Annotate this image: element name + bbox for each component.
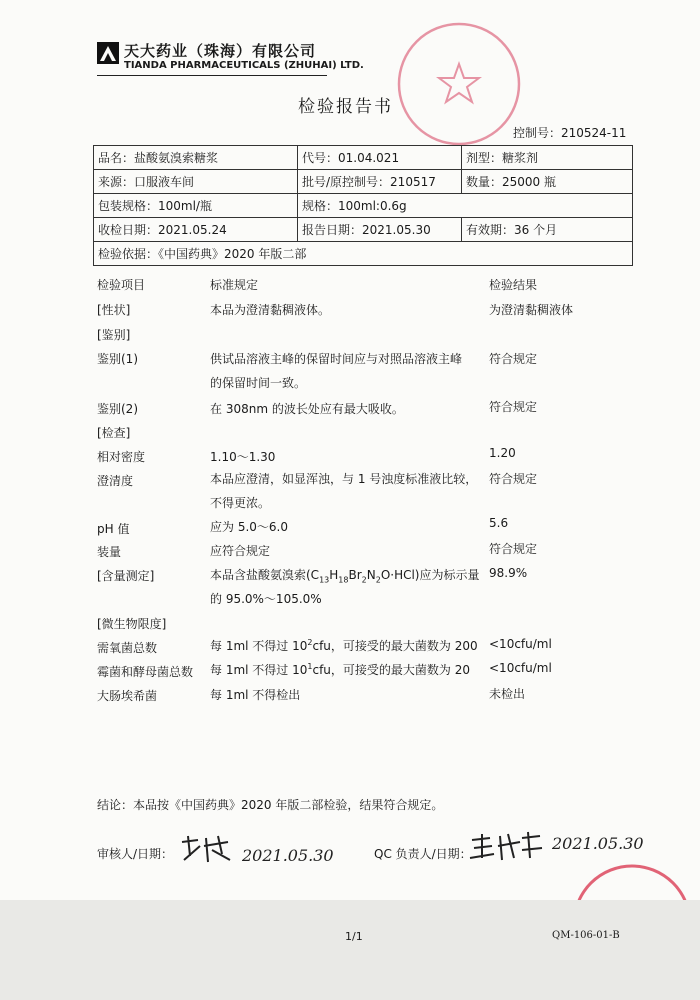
strength-spec: 规格：100ml:0.6g (298, 194, 633, 218)
report-title: 检验报告书 (298, 97, 393, 117)
section-heading: [检查] (97, 426, 131, 440)
test-standard: 每 1ml 不得过 $10^1cfu$，可接受的最大菌数为 20 (210, 662, 470, 677)
test-item: [性状] (97, 303, 131, 317)
test-item: pH 值 (97, 522, 130, 536)
col-result-header: 检验结果 (489, 278, 538, 292)
test-result: 为澄清黏稠液体 (489, 303, 574, 317)
reviewer-label: 审核人/日期： (97, 847, 174, 861)
test-result: <10cfu/ml (489, 661, 552, 675)
test-result: 符合规定 (489, 352, 538, 366)
page-number: 1/1 (345, 930, 363, 943)
test-standard: 1.10～1.30 (210, 450, 276, 464)
test-item: 澄清度 (97, 474, 134, 488)
test-standard: 每 1ml 不得检出 (210, 688, 301, 702)
test-item: [含量测定] (97, 569, 155, 583)
test-standard: 本品为澄清黏稠液体。 (210, 303, 331, 317)
test-item: 装量 (97, 545, 122, 559)
test-standard: 供试品溶液主峰的保留时间应与对照品溶液主峰 (210, 352, 463, 366)
test-basis: 检验依据：《中国药典》2020 年版二部 (94, 242, 633, 266)
test-standard: 应符合规定 (210, 544, 271, 558)
section-heading: [微生物限度] (97, 617, 167, 631)
test-result: 1.20 (489, 446, 516, 460)
test-result: 符合规定 (489, 400, 538, 414)
receive-date: 收检日期：2021.05.24 (94, 218, 298, 242)
test-standard: 本品含盐酸氨溴索$(C_{13}H_{18}Br_2N_2O\cdot HCl)$应为标示量 (210, 568, 480, 585)
test-item: 需氧菌总数 (97, 641, 158, 655)
test-result: 符合规定 (489, 472, 538, 486)
qc-signature-icon (468, 828, 544, 866)
test-standard: 在 308nm 的波长处应有最大吸收。 (210, 402, 404, 416)
test-result: <10cfu/ml (489, 637, 552, 651)
test-standard: 本品应澄清，如显浑浊，与 1 号浊度标准液比较， (210, 472, 478, 486)
test-item: 霉菌和酵母菌总数 (97, 665, 194, 679)
company-logo-icon (97, 42, 119, 64)
expiry: 有效期：36 个月 (462, 218, 633, 242)
test-item: 鉴别(2) (97, 402, 138, 416)
qc-label: QC 负责人/日期： (374, 847, 472, 861)
test-standard-cont: 的保留时间一致。 (210, 376, 307, 390)
control-number: 控制号：210524-11 (513, 126, 627, 140)
form-code: QM-106-01-B (552, 930, 620, 941)
test-item: 相对密度 (97, 450, 146, 464)
header-row (94, 146, 633, 170)
test-standard: 每 1ml 不得过 $10^2cfu$，可接受的最大菌数为 200 (210, 638, 478, 653)
test-result: 未检出 (489, 687, 526, 701)
header-row (94, 194, 633, 218)
source: 来源：口服液车间 (94, 170, 298, 194)
test-result: 5.6 (489, 516, 509, 530)
package-spec: 包装规格：100ml/瓶 (94, 194, 298, 218)
dosage-form: 剂型：糖浆剂 (462, 146, 633, 170)
torn-area (0, 900, 700, 1000)
header-rule (97, 75, 327, 76)
header-row (94, 170, 633, 194)
test-standard: 应为 5.0～6.0 (210, 520, 288, 534)
company-name-en: TIANDA PHARMACEUTICALS (ZHUHAI) LTD. (124, 60, 364, 71)
report-date: 报告日期：2021.05.30 (298, 218, 462, 242)
test-result: 98.9% (489, 566, 528, 580)
reviewer-signature-icon (178, 832, 234, 868)
product-name: 品名：盐酸氨溴索糖浆 (94, 146, 298, 170)
company-stamp-icon (395, 20, 523, 148)
test-standard-cont: 的 95.0%～105.0% (210, 592, 322, 606)
header-row (94, 242, 633, 266)
header-row (94, 218, 633, 242)
header-table (93, 145, 633, 266)
test-item: 大肠埃希菌 (97, 689, 158, 703)
qc-date: 2021.05.30 (552, 834, 644, 853)
section-heading: [鉴别] (97, 328, 131, 342)
test-result: 符合规定 (489, 542, 538, 556)
reviewer-date: 2021.05.30 (242, 846, 334, 865)
quantity: 数量：25000 瓶 (462, 170, 633, 194)
col-standard-header: 标准规定 (210, 278, 259, 292)
col-item-header: 检验项目 (97, 278, 146, 292)
conclusion: 结论：本品按《中国药典》2020 年版二部检验，结果符合规定。 (97, 798, 444, 812)
company-name-cn: 天大药业（珠海）有限公司 (124, 42, 317, 60)
product-code: 代号：01.04.021 (298, 146, 462, 170)
test-item: 鉴别(1) (97, 352, 138, 366)
test-standard-cont: 不得更浓。 (210, 496, 271, 510)
batch-number: 批号/原控制号：210517 (298, 170, 462, 194)
